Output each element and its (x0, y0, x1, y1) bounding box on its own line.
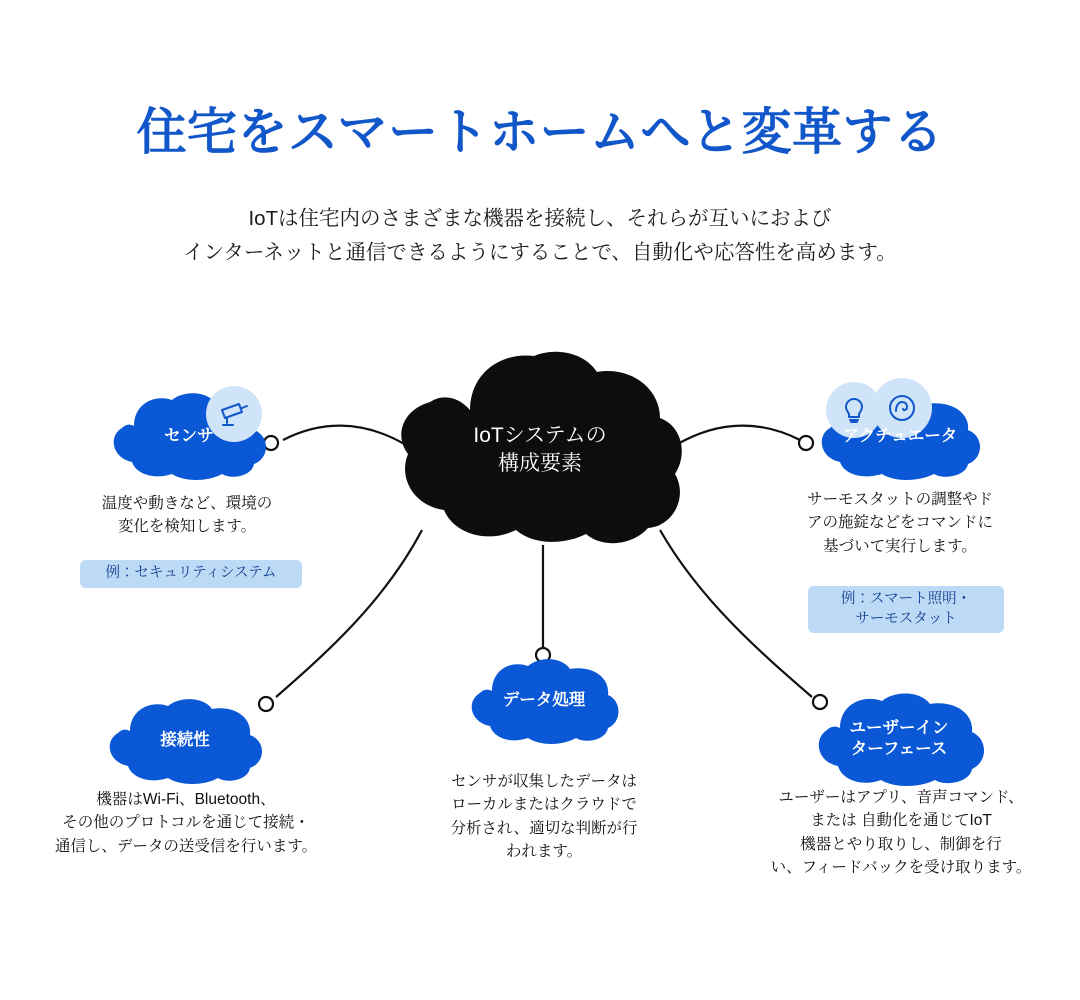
node-actuator[interactable] (812, 392, 988, 480)
node-data-processing[interactable] (462, 658, 626, 744)
edge-center-connectivity (276, 530, 422, 697)
thermostat-icon (872, 378, 932, 438)
page-title: 住宅をスマートホームへと変革する (136, 104, 944, 160)
subtitle-line-1: IoTは住宅内のさまざまな機器を接続し、それらが互いにおよび (248, 207, 832, 230)
ui-label-line-1: ユーザーイン (849, 719, 949, 737)
data-processing-description (413, 770, 675, 863)
edge-center-actuator (676, 426, 800, 445)
edge-center-sensor (283, 426, 406, 445)
actuator-tag-line-1: 例：スマート照明・ (840, 591, 972, 607)
user-interface-description (745, 786, 1057, 879)
user-interface-cloud-shape (808, 692, 990, 788)
sensor-example-tag (80, 560, 302, 588)
connectivity-description (26, 788, 346, 858)
sensor-tag-line-1: 例：セキュリティシステム (105, 565, 277, 581)
data-label-line-1: データ処理 (502, 691, 586, 709)
data-desc-line-3: 分析され、適切な判断が行 (450, 819, 638, 837)
actuator-desc-line-2: アの施錠などをコマンドに (806, 514, 993, 532)
ui-desc-line-1: ユーザーはアプリ、音声コマンド、 (778, 789, 1024, 806)
center-label-line-2: 構成要素 (498, 452, 582, 476)
connectivity-desc-line-1: 機器はWi-Fi、Bluetooth、 (96, 791, 276, 808)
ui-desc-line-3: 機器とやり取りし、制御を行 (800, 835, 1002, 853)
center-label-line-1: IoTシステムの (473, 424, 607, 447)
node-user-interface[interactable] (808, 692, 990, 788)
sensor-description (62, 492, 312, 539)
actuator-label-line-1: アクチュエータ (842, 427, 958, 445)
actuator-desc-line-1: サーモスタットの調整やド (807, 491, 993, 508)
actuator-tag-line-2: サーモスタット (855, 610, 957, 627)
sensor-label-line-1: センサ (164, 427, 214, 445)
ui-desc-line-4: い、フィードバックを受け取ります。 (770, 858, 1032, 876)
node-center[interactable] (392, 350, 688, 548)
data-desc-line-2: ローカルまたはクラウドで (451, 796, 637, 814)
node-sensor[interactable] (104, 392, 274, 480)
subtitle-line-2: インターネットと通信できるようにすることで、自動化や応答性を高めます。 (183, 240, 897, 264)
actuator-desc-line-3: 基づいて実行します。 (823, 537, 977, 555)
actuator-example-tag (808, 586, 1004, 633)
security-camera-icon (206, 386, 262, 442)
connectivity-label-line-1: 接続性 (160, 731, 210, 749)
data-processing-cloud-shape (462, 658, 626, 744)
data-desc-line-4: われます。 (505, 842, 583, 860)
ui-label-line-2: ターフェース (850, 739, 948, 758)
connectivity-desc-line-3: 通信し、データの送受信を行います。 (54, 837, 318, 855)
center-cloud-shape (392, 350, 688, 548)
data-desc-line-1: センサが収集したデータは (450, 773, 637, 790)
sensor-desc-line-1: 温度や動きなど、環境の (101, 495, 273, 512)
actuator-description (770, 488, 1030, 558)
sensor-desc-line-2: 変化を検知します。 (117, 518, 257, 536)
connectivity-cloud-shape (100, 698, 270, 784)
ui-desc-line-2: または 自動化を通じてIoT (810, 812, 992, 830)
node-connectivity[interactable] (100, 698, 270, 784)
connectivity-desc-line-2: その他のプロトコルを通じて接続・ (62, 814, 310, 832)
edge-dot-actuator (799, 436, 813, 450)
